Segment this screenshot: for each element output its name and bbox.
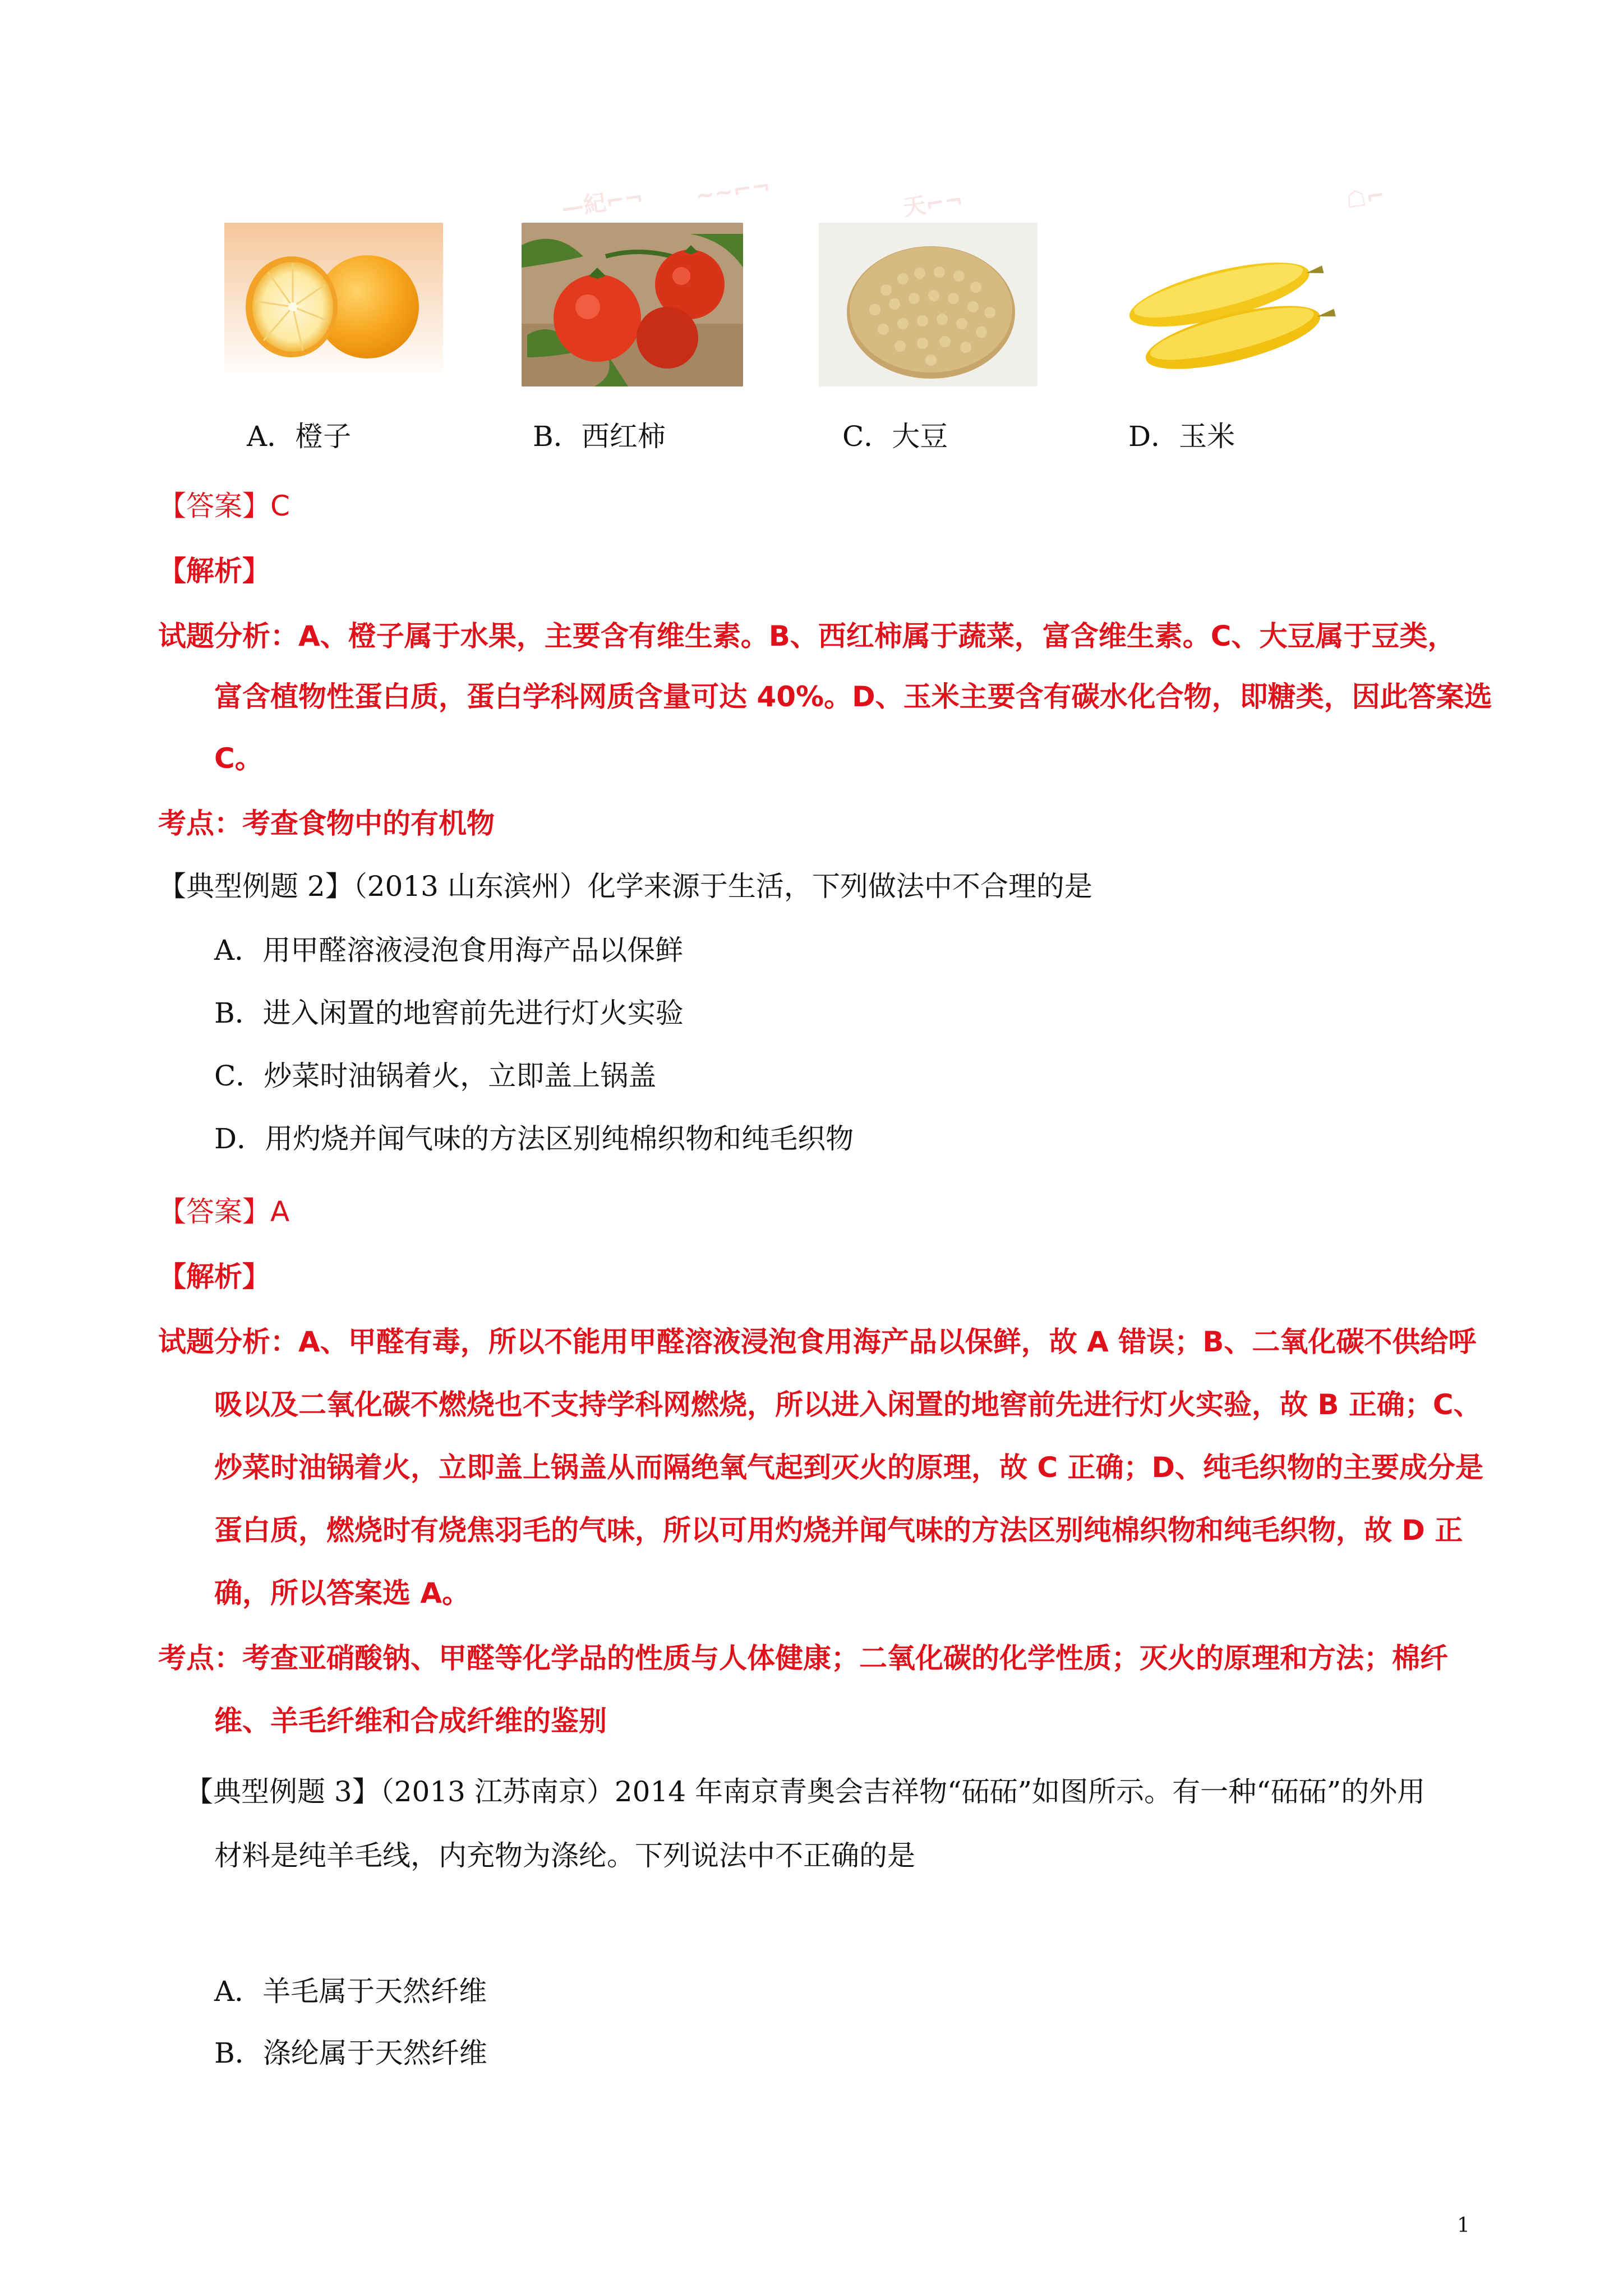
q3-option-a: A．羊毛属于天然纤维 bbox=[214, 1975, 487, 2008]
q1-analysis-label: 【解析】 bbox=[158, 555, 270, 587]
q2-option-b: B．进入闲置的地窖前先进行灯火实验 bbox=[214, 997, 684, 1029]
q1-answer: 【答案】C bbox=[158, 490, 290, 522]
tomato-image bbox=[522, 223, 743, 386]
q1-analysis-line: C。 bbox=[214, 742, 263, 775]
watermark-mark: 天⌐¬ bbox=[901, 187, 965, 222]
tomato-label: B．西红柿 bbox=[533, 420, 666, 453]
orange-image bbox=[224, 223, 443, 381]
q1-kaodian: 考点：考查食物中的有机物 bbox=[158, 807, 495, 840]
q2-analysis-line: 确，所以答案选 A。 bbox=[214, 1577, 471, 1609]
q1-analysis-line: 富含植物性蛋白质，蛋白学科网质含量可达 40%。D、玉米主要含有碳水化合物，即糖类，因此答案选 bbox=[214, 680, 1492, 713]
corn-image bbox=[1116, 223, 1338, 392]
q2-answer: 【答案】A bbox=[158, 1195, 290, 1228]
soybean-image bbox=[819, 223, 1038, 386]
orange-label: A．橙子 bbox=[247, 420, 352, 453]
q2-option-c: C．炒菜时油锅着火，立即盖上锅盖 bbox=[214, 1060, 657, 1092]
q3-option-b: B．涤纶属于天然纤维 bbox=[214, 2037, 487, 2069]
soybean-label: C．大豆 bbox=[842, 420, 948, 453]
q1-analysis-line: 试题分析：A、橙子属于水果，主要含有维生素。B、西红柿属于蔬菜，富含维生素。C、大豆属于豆类， bbox=[158, 620, 1456, 652]
q2-kaodian-line: 维、羊毛纤维和合成纤维的鉴别 bbox=[214, 1705, 607, 1737]
q3-title-line: 材料是纯羊毛线，内充物为涤纶。下列说法中不正确的是 bbox=[214, 1839, 915, 1872]
q2-kaodian-line: 考点：考查亚硝酸钠、甲醛等化学品的性质与人体健康；二氧化碳的化学性质；灭火的原理和方法；棉纤 bbox=[158, 1642, 1448, 1674]
corn-label: D．玉米 bbox=[1128, 420, 1235, 453]
watermark-mark: ~~⌐¬ bbox=[694, 173, 772, 210]
q2-title: 【典型例题 2】（2013 山东滨州）化学来源于生活，下列做法中不合理的是 bbox=[158, 870, 1092, 903]
q2-option-d: D．用灼烧并闻气味的方法区别纯棉织物和纯毛织物 bbox=[214, 1122, 854, 1155]
q2-analysis-line: 蛋白质，燃烧时有烧焦羽毛的气味，所以可用灼烧并闻气味的方法区别纯棉织物和纯毛织物，故 D 正 bbox=[214, 1514, 1463, 1547]
q2-analysis-label: 【解析】 bbox=[158, 1260, 270, 1293]
watermark-mark: ☖⌐ bbox=[1344, 182, 1387, 214]
q2-analysis-line: 炒菜时油锅着火，立即盖上锅盖从而隔绝氧气起到灭火的原理，故 C 正确；D、纯毛织物的主要成分是 bbox=[214, 1451, 1484, 1484]
q3-title-line: 【典型例题 3】（2013 江苏南京）2014 年南京青奥会吉祥物“砳砳”如图所示。有一种“砳砳”的外用 bbox=[185, 1775, 1426, 1808]
q2-analysis-line: 试题分析：A、甲醛有毒，所以不能用甲醛溶液浸泡食用海产品以保鲜，故 A 错误；B、二氧化碳不供给呼 bbox=[158, 1326, 1477, 1358]
q2-analysis-line: 吸以及二氧化碳不燃烧也不支持学科网燃烧，所以进入闲置的地窖前先进行灯火实验，故 B 正确；C、 bbox=[214, 1388, 1482, 1421]
q2-option-a: A．用甲醛溶液浸泡食用海产品以保鲜 bbox=[214, 934, 684, 967]
watermark-mark: —紀⌐¬ bbox=[560, 184, 645, 222]
page-number: 1 bbox=[1457, 2214, 1470, 2237]
